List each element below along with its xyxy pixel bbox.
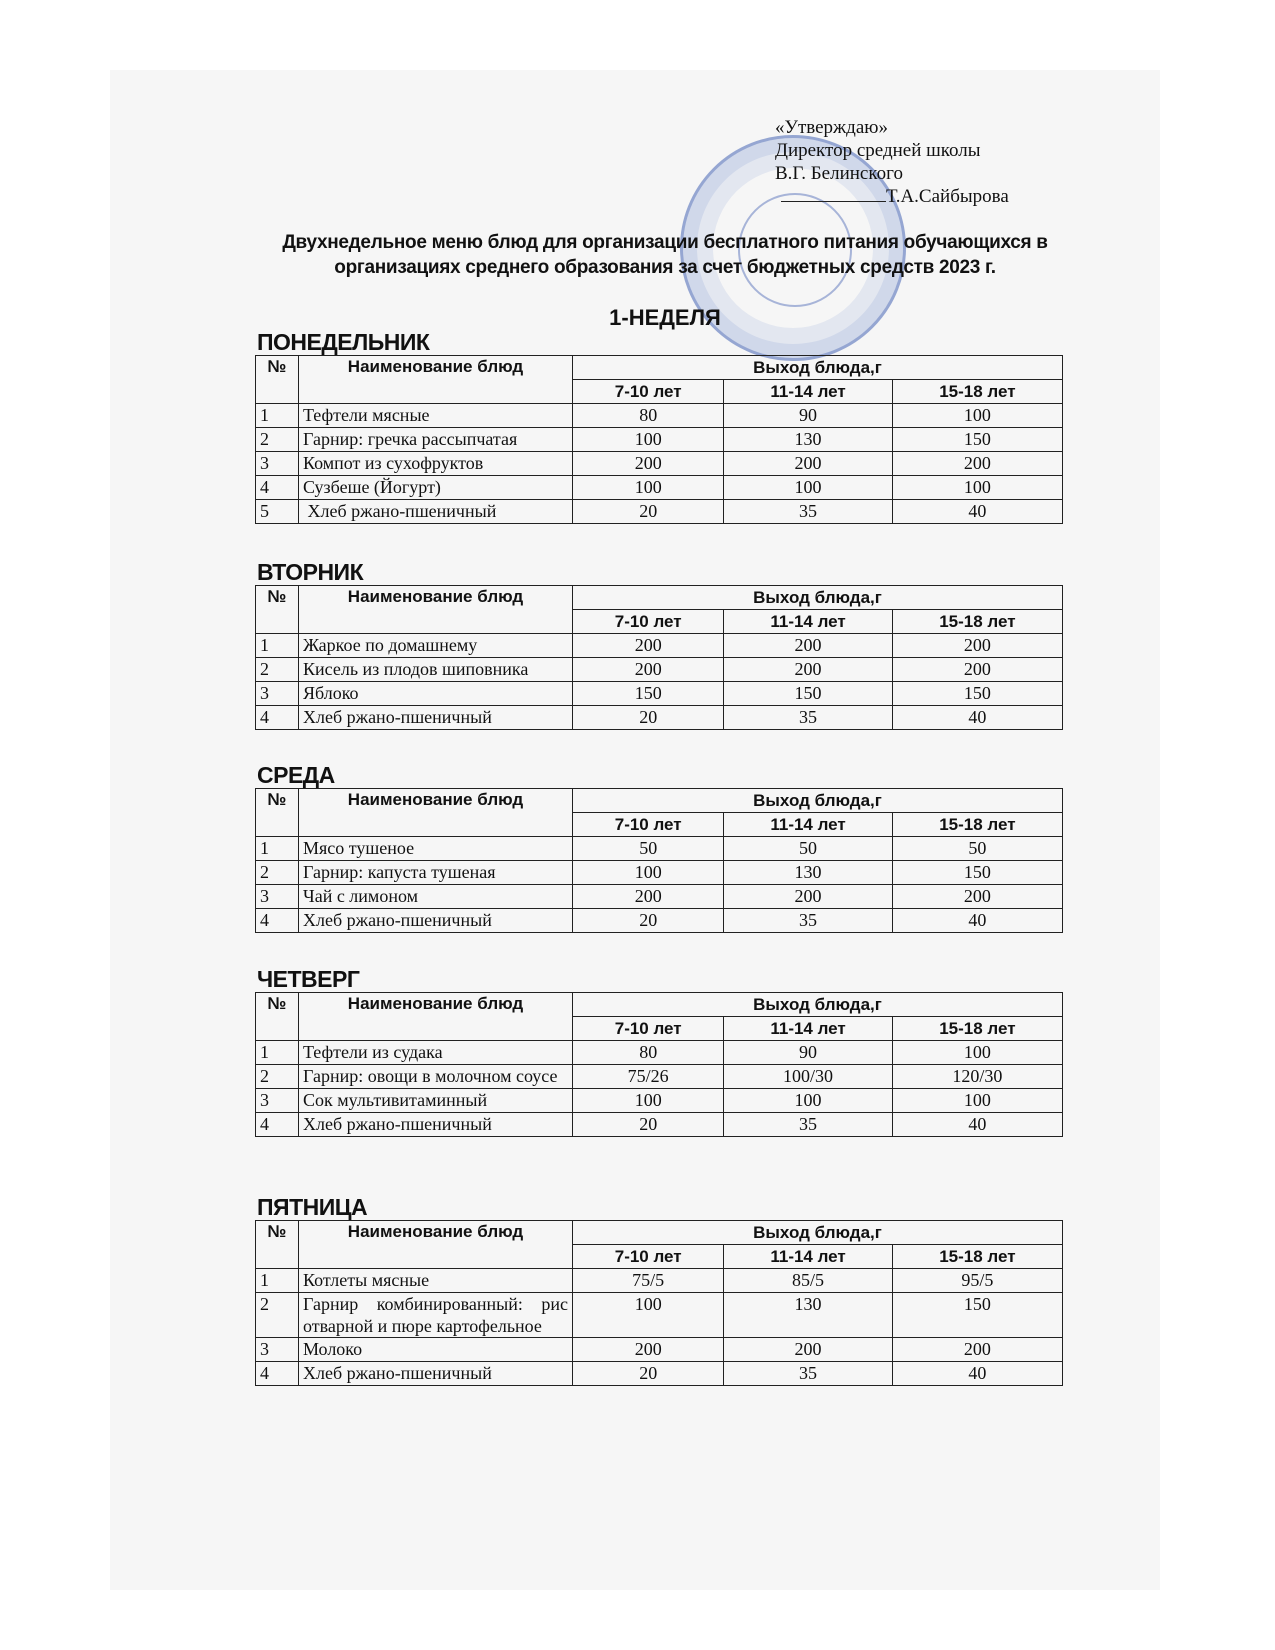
portion-7-10: 20 <box>573 1113 724 1137</box>
portion-11-14: 90 <box>724 1041 892 1065</box>
portion-11-14: 100 <box>724 1089 892 1113</box>
portion-11-14: 35 <box>724 706 892 730</box>
portion-15-18: 200 <box>892 885 1062 909</box>
dish-name: Тефтели из судака <box>299 1041 573 1065</box>
portion-15-18: 120/30 <box>892 1065 1062 1089</box>
day-section-thursday <box>255 967 1063 1137</box>
portion-11-14: 200 <box>724 452 892 476</box>
portion-15-18: 40 <box>892 909 1062 933</box>
row-num: 3 <box>256 1089 299 1113</box>
dish-name: Чай с лимоном <box>299 885 573 909</box>
row-num: 2 <box>256 658 299 682</box>
portion-7-10: 100 <box>573 476 724 500</box>
day-title: ВТОРНИК <box>257 559 364 585</box>
portion-15-18: 40 <box>892 1113 1062 1137</box>
table-row <box>256 1293 1063 1338</box>
header-age-7-10: 7-10 лет <box>573 1245 724 1269</box>
header-age-15-18: 15-18 лет <box>892 813 1062 837</box>
table-row <box>256 885 1063 909</box>
day-title: ПЯТНИЦА <box>257 1194 368 1220</box>
portion-11-14: 85/5 <box>724 1269 892 1293</box>
portion-11-14: 50 <box>724 837 892 861</box>
dish-name: Гарнир комбинированный: рис отварной и пюре картофельное <box>299 1293 573 1338</box>
approval-heading: «Утверждаю» <box>775 117 888 138</box>
portion-15-18: 100 <box>892 1041 1062 1065</box>
portion-15-18: 200 <box>892 452 1062 476</box>
header-age-7-10: 7-10 лет <box>573 813 724 837</box>
header-output: Выход блюда,г <box>573 1221 1063 1245</box>
approver-name: Т.А.Сайбырова <box>886 186 1009 207</box>
table-row <box>256 634 1063 658</box>
table-row <box>256 861 1063 885</box>
portion-15-18: 200 <box>892 658 1062 682</box>
header-age-7-10: 7-10 лет <box>573 1017 724 1041</box>
portion-7-10: 200 <box>573 658 724 682</box>
header-age-11-14: 11-14 лет <box>724 380 892 404</box>
table-row <box>256 1065 1063 1089</box>
portion-15-18: 40 <box>892 1362 1062 1386</box>
dish-name: Хлеб ржано-пшеничный <box>299 1113 573 1137</box>
portion-11-14: 150 <box>724 682 892 706</box>
dish-name: Котлеты мясные <box>299 1269 573 1293</box>
document-title <box>255 230 1075 280</box>
header-age-7-10: 7-10 лет <box>573 610 724 634</box>
table-row <box>256 476 1063 500</box>
header-num: № <box>256 789 299 837</box>
header-age-11-14: 11-14 лет <box>724 813 892 837</box>
portion-15-18: 200 <box>892 1338 1062 1362</box>
portion-7-10: 20 <box>573 909 724 933</box>
title-line-2: организациях среднего образования за счет бюджетных средств 2023 г. <box>334 257 996 278</box>
dish-name: Жаркое по домашнему <box>299 634 573 658</box>
row-num: 1 <box>256 634 299 658</box>
dish-name: Хлеб ржано-пшеничный <box>299 909 573 933</box>
portion-7-10: 100 <box>573 861 724 885</box>
portion-7-10: 20 <box>573 706 724 730</box>
header-name: Наименование блюд <box>299 586 573 634</box>
header-name: Наименование блюд <box>299 789 573 837</box>
row-num: 5 <box>256 500 299 524</box>
header-name: Наименование блюд <box>299 356 573 404</box>
header-num: № <box>256 993 299 1041</box>
header-age-15-18: 15-18 лет <box>892 1017 1062 1041</box>
dish-name: Кисель из плодов шиповника <box>299 658 573 682</box>
header-name: Наименование блюд <box>299 993 573 1041</box>
day-title: СРЕДА <box>257 762 335 788</box>
table-row <box>256 837 1063 861</box>
portion-11-14: 200 <box>724 1338 892 1362</box>
portion-7-10: 100 <box>573 1293 724 1338</box>
table-row <box>256 404 1063 428</box>
portion-7-10: 200 <box>573 452 724 476</box>
table-row <box>256 682 1063 706</box>
row-num: 2 <box>256 861 299 885</box>
table-row <box>256 1362 1063 1386</box>
row-num: 4 <box>256 1113 299 1137</box>
header-age-11-14: 11-14 лет <box>724 1017 892 1041</box>
portion-7-10: 20 <box>573 500 724 524</box>
table-row <box>256 1113 1063 1137</box>
menu-table <box>255 585 1063 730</box>
portion-7-10: 75/26 <box>573 1065 724 1089</box>
dish-name: Сок мультивитаминный <box>299 1089 573 1113</box>
signature-line <box>775 185 1009 208</box>
header-output: Выход блюда,г <box>573 789 1063 813</box>
day-section-monday <box>255 330 1063 524</box>
portion-7-10: 150 <box>573 682 724 706</box>
row-num: 4 <box>256 476 299 500</box>
day-section-wednesday <box>255 763 1063 933</box>
portion-15-18: 100 <box>892 476 1062 500</box>
dish-name: Яблоко <box>299 682 573 706</box>
header-output: Выход блюда,г <box>573 356 1063 380</box>
portion-15-18: 100 <box>892 404 1062 428</box>
table-row <box>256 909 1063 933</box>
approval-school: В.Г. Белинского <box>775 163 903 184</box>
portion-7-10: 50 <box>573 837 724 861</box>
portion-11-14: 130 <box>724 428 892 452</box>
dish-name: Гарнир: капуста тушеная <box>299 861 573 885</box>
header-output: Выход блюда,г <box>573 993 1063 1017</box>
header-age-15-18: 15-18 лет <box>892 610 1062 634</box>
dish-name: Хлеб ржано-пшеничный <box>299 1362 573 1386</box>
portion-15-18: 150 <box>892 1293 1062 1338</box>
dish-name: Тефтели мясные <box>299 404 573 428</box>
dish-name: Гарнир: овощи в молочном соусе <box>299 1065 573 1089</box>
row-num: 3 <box>256 885 299 909</box>
dish-name: Хлеб ржано-пшеничный <box>299 500 573 524</box>
row-num: 2 <box>256 1065 299 1089</box>
table-row <box>256 452 1063 476</box>
dish-name: Хлеб ржано-пшеничный <box>299 706 573 730</box>
dish-name: Мясо тушеное <box>299 837 573 861</box>
day-title: ПОНЕДЕЛЬНИК <box>257 329 430 355</box>
header-num: № <box>256 356 299 404</box>
portion-11-14: 35 <box>724 500 892 524</box>
table-row <box>256 1338 1063 1362</box>
dish-name: Сузбеше (Йогурт) <box>299 476 573 500</box>
approval-block <box>775 116 1009 208</box>
header-num: № <box>256 586 299 634</box>
portion-11-14: 200 <box>724 885 892 909</box>
table-row <box>256 658 1063 682</box>
portion-15-18: 40 <box>892 706 1062 730</box>
portion-7-10: 200 <box>573 634 724 658</box>
portion-11-14: 200 <box>724 634 892 658</box>
table-row <box>256 706 1063 730</box>
table-row <box>256 1269 1063 1293</box>
portion-7-10: 75/5 <box>573 1269 724 1293</box>
portion-7-10: 100 <box>573 428 724 452</box>
portion-11-14: 100 <box>724 476 892 500</box>
portion-15-18: 100 <box>892 1089 1062 1113</box>
signature-underline <box>781 201 886 202</box>
portion-7-10: 20 <box>573 1362 724 1386</box>
header-age-11-14: 11-14 лет <box>724 610 892 634</box>
header-output: Выход блюда,г <box>573 586 1063 610</box>
portion-7-10: 200 <box>573 885 724 909</box>
portion-7-10: 80 <box>573 1041 724 1065</box>
table-row <box>256 1041 1063 1065</box>
menu-table <box>255 1220 1063 1386</box>
row-num: 3 <box>256 1338 299 1362</box>
menu-table <box>255 355 1063 524</box>
row-num: 4 <box>256 909 299 933</box>
row-num: 1 <box>256 404 299 428</box>
day-title: ЧЕТВЕРГ <box>257 966 360 992</box>
header-age-11-14: 11-14 лет <box>724 1245 892 1269</box>
portion-7-10: 200 <box>573 1338 724 1362</box>
table-row <box>256 500 1063 524</box>
portion-7-10: 80 <box>573 404 724 428</box>
menu-table <box>255 992 1063 1137</box>
portion-15-18: 150 <box>892 682 1062 706</box>
row-num: 3 <box>256 452 299 476</box>
dish-name: Гарнир: гречка рассыпчатая <box>299 428 573 452</box>
portion-11-14: 35 <box>724 1113 892 1137</box>
portion-15-18: 95/5 <box>892 1269 1062 1293</box>
portion-11-14: 90 <box>724 404 892 428</box>
header-age-7-10: 7-10 лет <box>573 380 724 404</box>
row-num: 4 <box>256 1362 299 1386</box>
header-num: № <box>256 1221 299 1269</box>
row-num: 1 <box>256 1041 299 1065</box>
approval-position: Директор средней школы <box>775 140 981 161</box>
portion-15-18: 50 <box>892 837 1062 861</box>
portion-11-14: 35 <box>724 1362 892 1386</box>
day-section-friday <box>255 1195 1063 1386</box>
row-num: 2 <box>256 428 299 452</box>
header-age-15-18: 15-18 лет <box>892 380 1062 404</box>
portion-11-14: 35 <box>724 909 892 933</box>
table-row <box>256 1089 1063 1113</box>
day-section-tuesday <box>255 560 1063 730</box>
portion-11-14: 130 <box>724 861 892 885</box>
portion-15-18: 200 <box>892 634 1062 658</box>
row-num: 3 <box>256 682 299 706</box>
portion-15-18: 40 <box>892 500 1062 524</box>
row-num: 1 <box>256 837 299 861</box>
portion-11-14: 200 <box>724 658 892 682</box>
row-num: 4 <box>256 706 299 730</box>
portion-15-18: 150 <box>892 861 1062 885</box>
row-num: 2 <box>256 1293 299 1338</box>
title-line-1: Двухнедельное меню блюд для организации бесплатного питания обучающихся в <box>282 232 1048 253</box>
portion-11-14: 130 <box>724 1293 892 1338</box>
table-row <box>256 428 1063 452</box>
dish-name: Молоко <box>299 1338 573 1362</box>
menu-table <box>255 788 1063 933</box>
header-name: Наименование блюд <box>299 1221 573 1269</box>
week-label: 1-НЕДЕЛЯ <box>609 305 721 330</box>
portion-11-14: 100/30 <box>724 1065 892 1089</box>
portion-15-18: 150 <box>892 428 1062 452</box>
row-num: 1 <box>256 1269 299 1293</box>
dish-name: Компот из сухофруктов <box>299 452 573 476</box>
portion-7-10: 100 <box>573 1089 724 1113</box>
header-age-15-18: 15-18 лет <box>892 1245 1062 1269</box>
